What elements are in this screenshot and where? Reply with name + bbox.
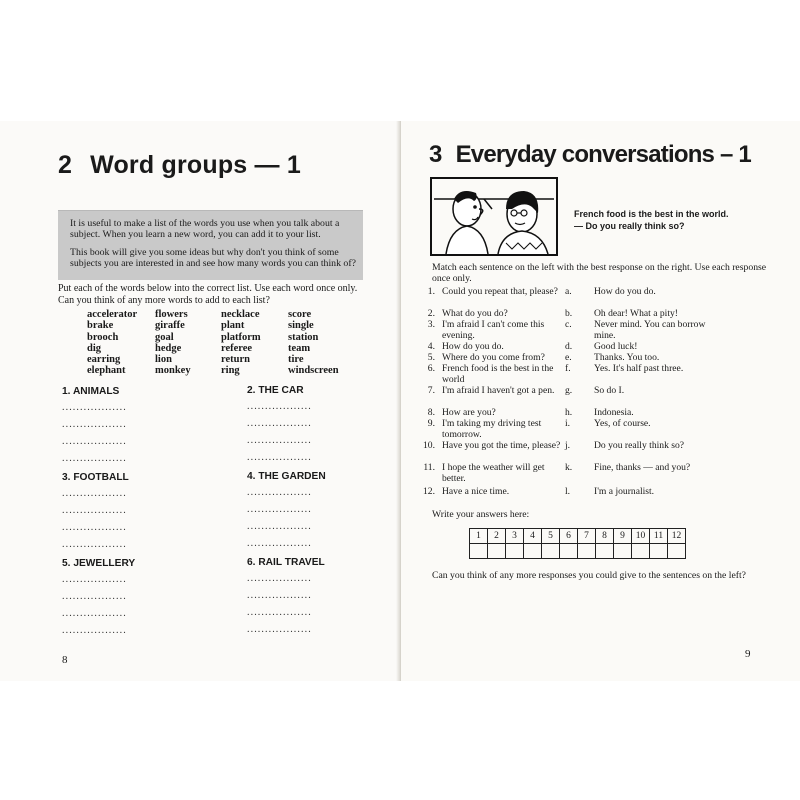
word: single [288,320,314,332]
word-column-1 [87,309,137,377]
dotted-line[interactable]: .................. [62,505,127,516]
grid-number: 6 [560,529,578,544]
word: earring [87,354,121,366]
book-spread [0,121,800,681]
sentence-number: 9. [427,418,435,429]
intro-box [58,210,363,280]
response-letter: l. [565,486,571,497]
sentence-number: 3. [427,319,435,330]
word: necklace [221,309,260,320]
sentence-number: 1. [427,286,435,297]
answer-cell[interactable] [650,544,668,559]
word: lion [155,354,172,366]
dotted-line[interactable]: .................. [247,418,312,429]
word: return [221,354,250,366]
response-text: Thanks. You too. [594,352,660,363]
sentence-text: How do you do. [442,341,504,352]
sentence-number: 6. [427,363,435,374]
grid-number: 10 [632,529,650,544]
sentence-number: 7. [427,385,435,396]
word: station [288,331,319,343]
response-text: Do you really think so? [594,440,685,451]
example-dialogue [574,208,774,232]
response-letter: i. [565,418,571,429]
page-number: 8 [62,654,68,666]
word: windscreen [288,365,339,377]
answer-cell[interactable] [524,544,542,559]
answer-input-row[interactable] [470,544,686,559]
dotted-line[interactable]: .................. [247,504,312,515]
answer-grid [469,528,686,559]
word: flowers [155,309,188,320]
dotted-line[interactable]: .................. [62,453,127,464]
grid-number: 11 [650,529,668,544]
sentence-number: 10. [423,440,435,451]
response-letter: a. [565,286,572,297]
dotted-line[interactable]: .................. [62,608,127,619]
word: plant [221,320,245,332]
sentence-number: 8. [427,407,435,418]
response-letter: b. [565,308,573,319]
word: accelerator [87,309,138,320]
matching-instructions: Match each sentence on the left with the best response on the right. Use each response once only. [432,262,767,284]
sentence-text: How are you? [442,407,496,418]
category-football: 3. FOOTBALL [62,472,129,483]
answer-cell[interactable] [470,544,488,559]
dotted-line[interactable]: .................. [247,452,312,463]
answer-lines-animals[interactable] [62,402,127,465]
response-text: Oh dear! What a pity! [594,308,679,319]
word-column-4 [288,309,339,377]
sentence-text: Where do you come from? [442,352,545,363]
answer-cell[interactable] [596,544,614,559]
response-letter: f. [565,363,571,374]
answer-cell[interactable] [488,544,506,559]
sentence-text: Have you got the time, please? [442,440,561,451]
word: score [288,309,312,320]
word: team [288,342,311,354]
word: dig [87,342,102,354]
sentence-text: French food is the best in the world [442,363,554,385]
response-letter: c. [565,319,572,330]
dotted-line[interactable]: .................. [62,402,127,413]
response-text: Yes. It's half past three. [594,363,684,374]
word-column-2 [155,309,191,377]
unit-title-text: Everyday conversations – 1 [455,141,751,168]
answer-cell[interactable] [542,544,560,559]
answer-lines-football[interactable] [62,488,127,551]
matching-list [413,287,773,507]
word: hedge [155,342,182,354]
right-page [401,121,800,681]
response-text: I'm a journalist. [594,486,655,497]
unit-number: 3 [429,141,442,168]
grid-number: 1 [470,529,488,544]
dotted-line[interactable]: .................. [62,419,127,430]
answer-number-row [470,529,686,544]
example-sentence: French food is the best in the world. [574,209,729,219]
sentence-text: Have a nice time. [442,486,510,497]
answer-cell[interactable] [578,544,596,559]
response-text: Indonesia. [594,407,634,418]
response-letter: g. [565,385,573,396]
answer-table [469,528,686,559]
sentence-number: 11. [423,462,435,473]
grid-number: 3 [506,529,524,544]
answer-lines-rail-travel[interactable] [247,573,312,636]
word: platform [221,331,261,343]
grid-number: 7 [578,529,596,544]
word: elephant [87,365,126,377]
sentence-number: 2. [427,308,435,319]
dotted-line[interactable]: .................. [247,573,312,584]
dotted-line[interactable]: .................. [247,401,312,412]
unit-2-title [58,151,301,180]
word: goal [155,331,174,343]
word: brooch [87,331,119,343]
response-letter: d. [565,341,573,352]
grid-number: 4 [524,529,542,544]
dotted-line[interactable]: .................. [62,488,127,499]
word-column-3 [221,309,261,377]
sentence-text: I'm afraid I can't come this evening. [442,319,545,341]
example-response: — Do you really think so? [574,221,685,231]
intro-paragraph-1: It is useful to make a list of the words you use when you talk about a subject. When you learn a new word, you can add it to your list. [70,218,340,240]
response-letter: e. [565,352,572,363]
category-rail-travel: 6. RAIL TRAVEL [247,557,325,568]
grid-number: 5 [542,529,560,544]
dotted-line[interactable]: .................. [247,538,312,549]
sentence-text: Could you repeat that, please? [442,286,558,297]
grid-number: 12 [668,529,686,544]
dotted-line[interactable]: .................. [247,521,312,532]
unit-title-text: Word groups — 1 [90,151,301,179]
response-text: So do I. [594,385,625,396]
answer-cell[interactable] [506,544,524,559]
word: referee [221,342,253,354]
grid-number: 2 [488,529,506,544]
response-letter: k. [565,462,573,473]
answer-cell[interactable] [560,544,578,559]
dotted-line[interactable]: .................. [247,590,312,601]
answer-lines-the-car[interactable] [247,401,312,464]
response-text: Good luck! [594,341,638,352]
sentence-text: I'm taking my driving test tomorrow. [442,418,542,440]
unit-3-title [429,141,751,169]
sentence-text: I hope the weather will get better. [442,462,545,484]
intro-paragraph-2: This book will give you some ideas but why don't you think of some subjects you are interested in and see how many words you can think of? [70,247,356,269]
page-number: 9 [745,648,751,660]
unit-number: 2 [58,151,73,179]
dotted-line[interactable]: .................. [247,624,312,635]
grid-number: 9 [614,529,632,544]
word: brake [87,320,114,332]
sentence-number: 5. [427,352,435,363]
dotted-line[interactable]: .................. [62,574,127,585]
word: monkey [155,365,191,377]
sentence-text: What do you do? [442,308,508,319]
answer-cell[interactable] [632,544,650,559]
answer-lines-jewellery[interactable] [62,574,127,637]
left-page [0,121,400,681]
word-list-instructions: Put each of the words below into the correct list. Use each word once only. Can you think of any more words to add to each list? [58,283,358,306]
answers-label: Write your answers here: [432,509,530,520]
category-animals: 1. ANIMALS [62,386,120,397]
dotted-line[interactable]: .................. [247,435,312,446]
dotted-line[interactable]: .................. [247,487,312,498]
response-letter: j. [565,440,571,451]
dotted-line[interactable]: .................. [62,436,127,447]
word: tire [288,354,304,366]
sentence-number: 12. [423,486,435,497]
two-people-talking-illustration [430,177,558,256]
category-jewellery: 5. JEWELLERY [62,558,136,569]
dotted-line[interactable]: .................. [62,539,127,550]
answer-cell[interactable] [614,544,632,559]
sentence-number: 4. [427,341,435,352]
response-text: How do you do. [594,286,656,297]
dotted-line[interactable]: .................. [62,625,127,636]
response-text: Never mind. You can borrow mine. [594,319,706,341]
answer-cell[interactable] [668,544,686,559]
dotted-line[interactable]: .................. [62,591,127,602]
response-letter: h. [565,407,573,418]
conversation-illustration-icon [432,179,556,254]
category-the-garden: 4. THE GARDEN [247,471,326,482]
category-the-car: 2. THE CAR [247,385,304,396]
sentence-text: I'm afraid I haven't got a pen. [442,385,555,396]
closing-question: Can you think of any more responses you could give to the sentences on the left? [432,570,746,581]
dotted-line[interactable]: .................. [62,522,127,533]
dotted-line[interactable]: .................. [247,607,312,618]
word: giraffe [155,320,185,332]
word: ring [221,365,240,377]
response-text: Fine, thanks — and you? [594,462,691,473]
response-text: Yes, of course. [594,418,651,429]
answer-lines-the-garden[interactable] [247,487,312,550]
grid-number: 8 [596,529,614,544]
